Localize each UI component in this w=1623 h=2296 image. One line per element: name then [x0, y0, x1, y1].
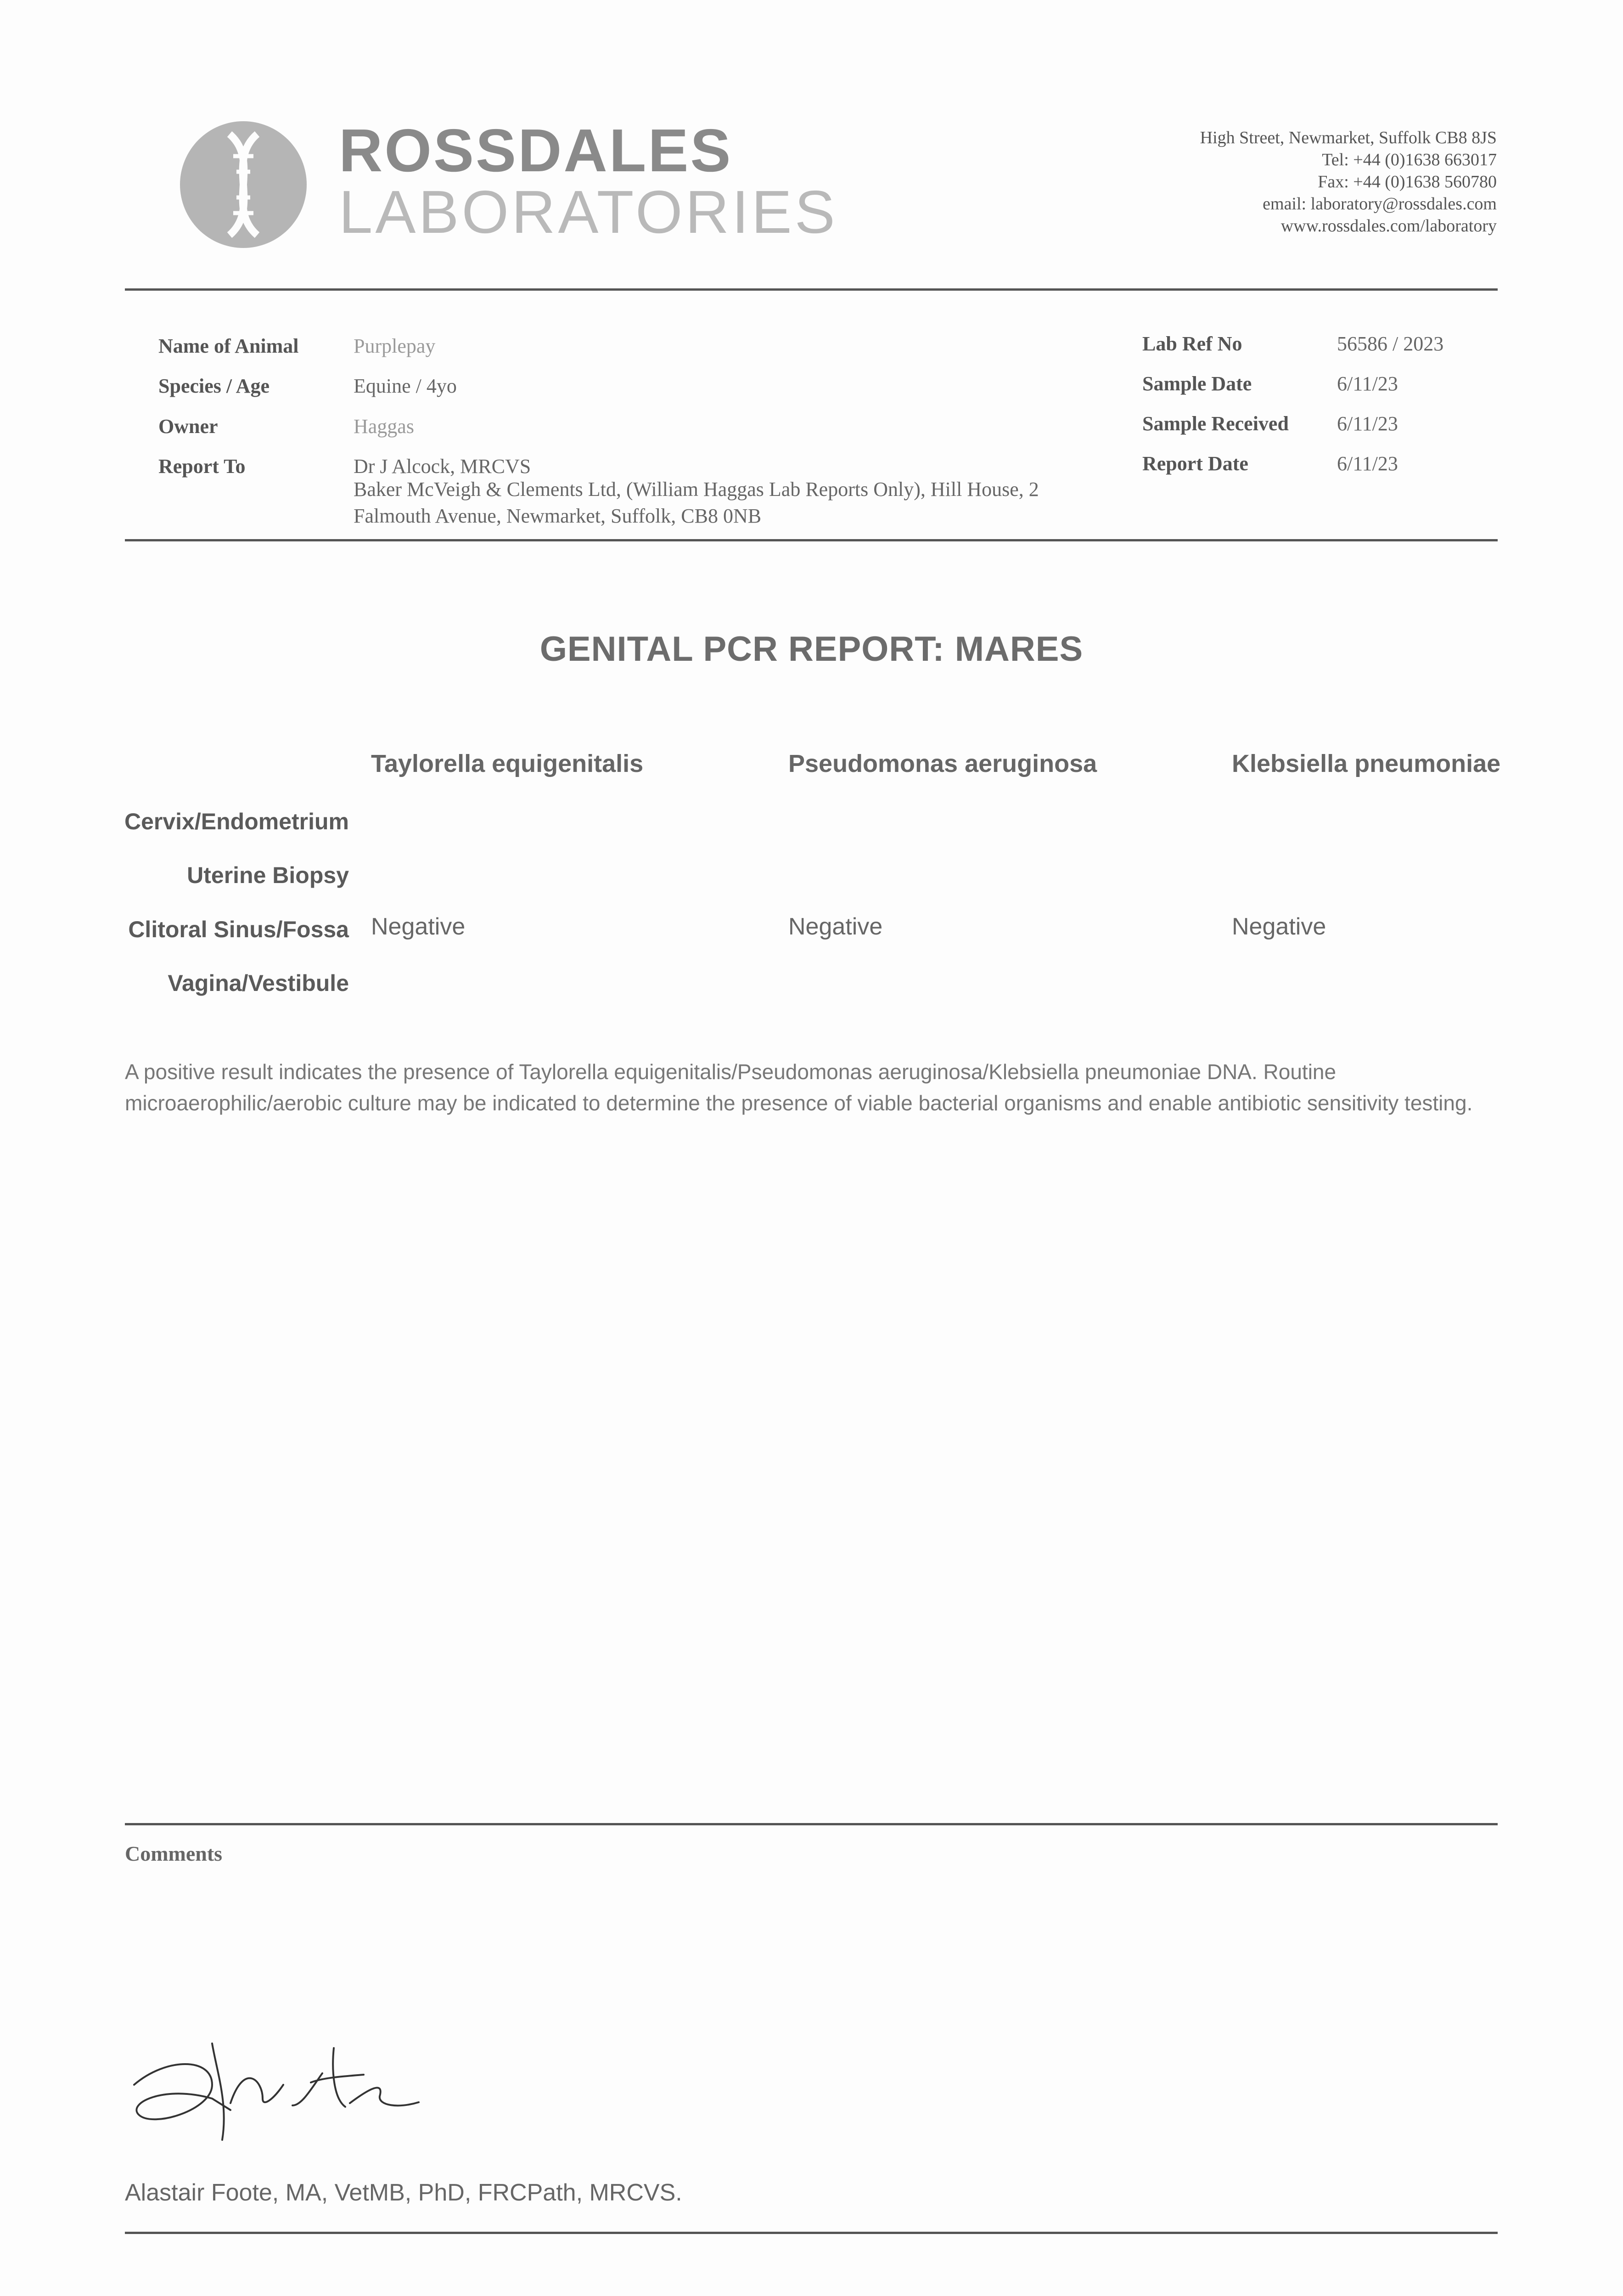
result-clitoral-klebsiella: Negative: [1232, 913, 1326, 940]
row-label-cervix-endometrium: Cervix/Endometrium: [124, 809, 349, 834]
report-date-label: Report Date: [1142, 452, 1248, 475]
logo-wordmark-laboratories: LABORATORIES: [339, 178, 838, 246]
row-label-clitoral-sinus-fossa: Clitoral Sinus/Fossa: [128, 917, 349, 942]
row-label-vagina-vestibule: Vagina/Vestibule: [168, 970, 349, 996]
report-to-address-line-1: Baker McVeigh & Clements Ltd, (William Haggas Lab Reports Only), Hill House, 2: [354, 478, 1039, 501]
header-divider: [125, 288, 1498, 291]
sample-date-label: Sample Date: [1142, 372, 1252, 395]
sample-received-label: Sample Received: [1142, 412, 1289, 435]
lab-ref-value: 56586 / 2023: [1337, 332, 1444, 355]
website-line: www.rossdales.com/laboratory: [1280, 216, 1497, 236]
species-age-label: Species / Age: [158, 375, 270, 397]
result-clitoral-taylorella: Negative: [371, 913, 466, 940]
rossdales-logo-icon: [179, 120, 308, 249]
interpretation-note: A positive result indicates the presence of Taylorella equigenitalis/Pseudomonas aeruginosa/Klebsiella pneumoniae DNA. Routine microaerophilic/aerobic culture may be indicated to determine the presence of viable bacterial organisms and enable antibiotic sensitivity testing.: [125, 1060, 1473, 1115]
logo-wordmark-rossdales: ROSSDALES: [339, 117, 733, 184]
report-to-label: Report To: [158, 455, 246, 478]
species-age-value: Equine / 4yo: [354, 375, 457, 397]
info-divider: [125, 539, 1498, 541]
column-header-klebsiella: Klebsiella pneumoniae: [1232, 750, 1501, 777]
footer-divider: [125, 2232, 1498, 2234]
comments-label: Comments: [125, 1842, 223, 1865]
owner-label: Owner: [158, 415, 218, 438]
email-line: email: laboratory@rossdales.com: [1263, 194, 1497, 214]
address-line: High Street, Newmarket, Suffolk CB8 8JS: [1200, 128, 1497, 147]
report-to-name: Dr J Alcock, MRCVS: [354, 455, 531, 478]
lab-contact-details: [1200, 127, 1497, 237]
column-header-taylorella: Taylorella equigenitalis: [371, 750, 644, 777]
name-of-animal-label: Name of Animal: [158, 335, 299, 357]
report-date-value: 6/11/23: [1337, 452, 1398, 475]
comments-divider: [125, 1823, 1498, 1825]
sample-date-value: 6/11/23: [1337, 372, 1398, 395]
lab-ref-label: Lab Ref No: [1142, 332, 1242, 355]
report-to-address-line-2: Falmouth Avenue, Newmarket, Suffolk, CB8 0NB: [354, 505, 762, 527]
owner-value: Haggas: [354, 415, 414, 438]
name-of-animal-value: Purplepay: [354, 335, 436, 357]
handwritten-signature: [125, 2030, 492, 2149]
sample-received-value: 6/11/23: [1337, 412, 1398, 435]
fax-line: Fax: +44 (0)1638 560780: [1318, 172, 1497, 191]
result-clitoral-pseudomonas: Negative: [788, 913, 883, 940]
signatory-name: Alastair Foote, MA, VetMB, PhD, FRCPath, MRCVS.: [125, 2179, 682, 2206]
column-header-pseudomonas: Pseudomonas aeruginosa: [788, 750, 1097, 777]
report-title: GENITAL PCR REPORT: MARES: [539, 630, 1084, 669]
row-label-uterine-biopsy: Uterine Biopsy: [187, 862, 349, 888]
telephone-line: Tel: +44 (0)1638 663017: [1322, 150, 1497, 169]
